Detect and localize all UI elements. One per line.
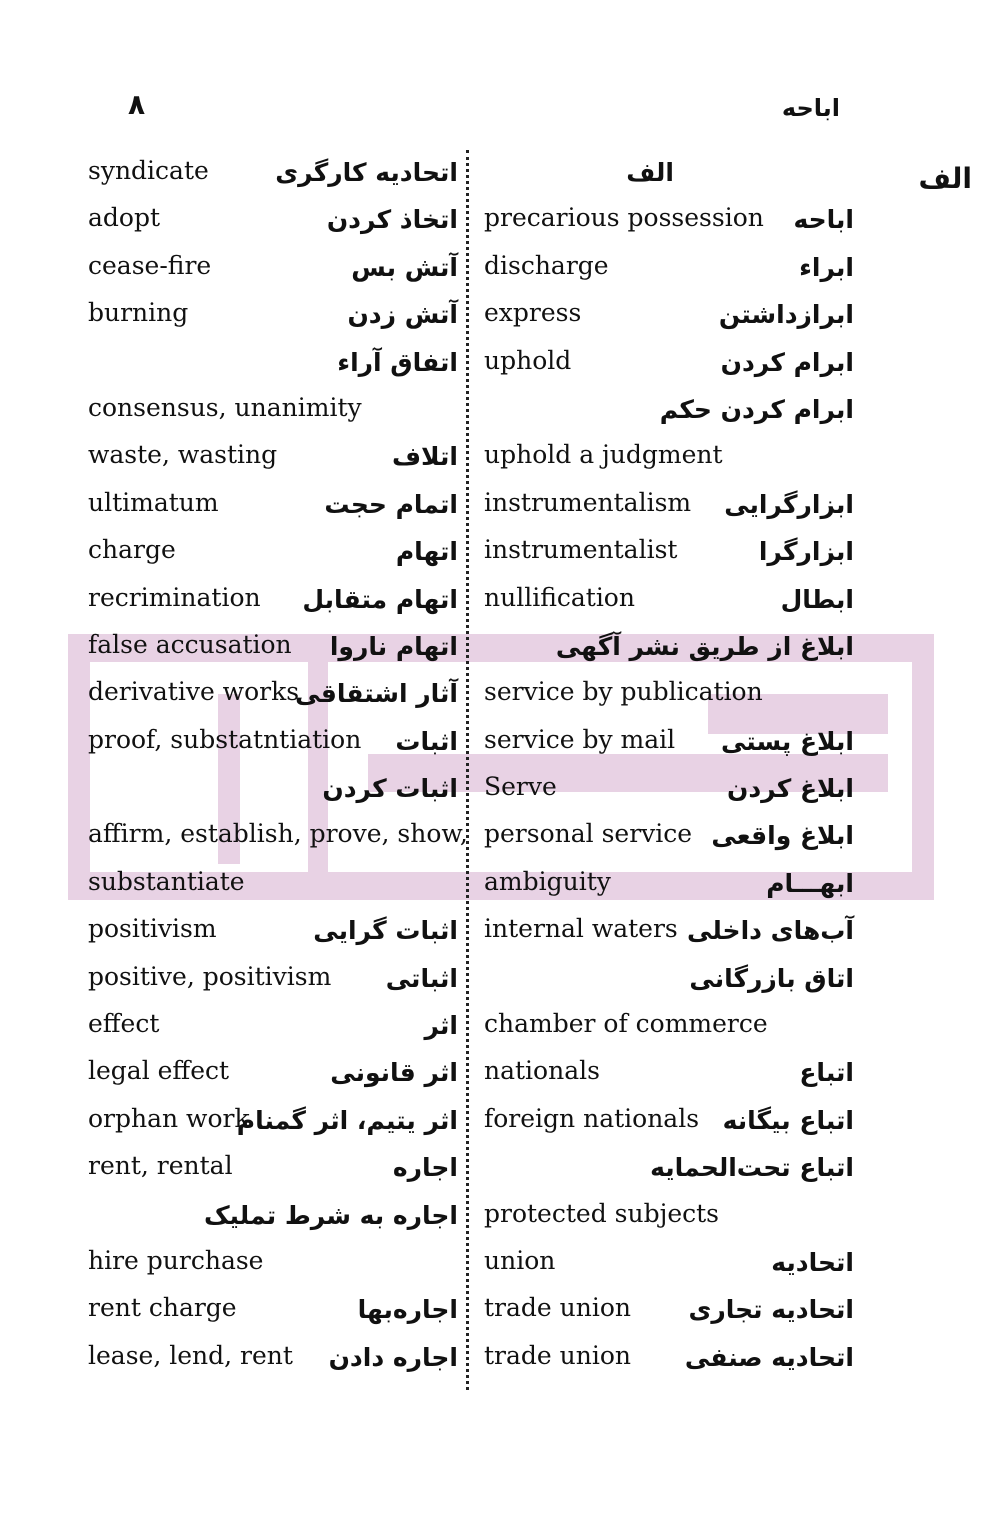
persian-term: ابلاغ کردن	[727, 774, 854, 804]
english-term: legal effect	[88, 1056, 230, 1086]
persian-term: اتهام	[395, 537, 458, 567]
persian-term: آثار اشتقاقی	[295, 679, 458, 709]
persian-term: آتش بس	[351, 252, 458, 282]
dictionary-entry	[88, 245, 458, 292]
persian-term: اتمام حجت	[324, 489, 458, 519]
dictionary-entry	[88, 766, 458, 813]
persian-term: اتباع تحت‌الحمایه	[650, 1153, 854, 1183]
persian-term: اثر قانونی	[330, 1058, 458, 1088]
dictionary-entry	[88, 908, 458, 955]
english-term: false accusation	[88, 629, 292, 659]
dictionary-entry	[88, 813, 468, 860]
english-term: positivism	[88, 914, 217, 944]
dictionary-entry	[484, 624, 854, 671]
english-term: discharge	[484, 250, 609, 280]
right-column	[484, 150, 854, 1382]
dictionary-entry	[88, 529, 458, 576]
dictionary-entry	[484, 434, 854, 481]
persian-term: ابهـــام	[766, 868, 854, 898]
dictionary-entry	[88, 1098, 458, 1145]
dictionary-entry	[88, 150, 458, 197]
english-term: derivative works	[88, 677, 300, 707]
english-term: protected subjects	[484, 1198, 719, 1228]
dictionary-entry	[484, 861, 854, 908]
persian-term: اجاره	[392, 1153, 458, 1183]
persian-term: ابرام کردن حکم	[659, 394, 854, 424]
persian-term: اتحادیه صنفی	[684, 1342, 854, 1372]
persian-term: اتحادیه کارگری	[275, 158, 458, 187]
english-term: effect	[88, 1009, 160, 1039]
dictionary-entry	[484, 1335, 854, 1382]
persian-term: آتش زدن	[347, 300, 458, 330]
dictionary-entry	[484, 1145, 854, 1192]
page-number: ۸	[128, 88, 146, 121]
persian-term: ابلاغ واقعی	[711, 821, 854, 851]
english-term: lease, lend, rent	[88, 1340, 293, 1370]
persian-term: ابزارگرا	[758, 537, 854, 567]
english-term: burning	[88, 298, 189, 328]
dictionary-entry	[484, 387, 854, 434]
persian-term: اتهام متقابل	[302, 584, 458, 614]
dictionary-entry	[88, 1050, 458, 1097]
dictionary-entry	[484, 1098, 854, 1145]
dictionary-entry	[88, 719, 458, 766]
english-term: trade union	[484, 1293, 631, 1323]
dictionary-entry	[88, 861, 458, 908]
running-head: اباحه	[781, 94, 840, 122]
persian-term: اجاره به شرط تملیک	[203, 1200, 458, 1230]
persian-term: اثر یتیم، اثر گمنام	[236, 1105, 458, 1135]
english-term: service by publication	[484, 677, 763, 707]
english-term: ambiguity	[484, 866, 611, 896]
dictionary-entry	[484, 1240, 854, 1287]
english-term: foreign nationals	[484, 1103, 700, 1133]
dictionary-entry	[484, 813, 854, 860]
dictionary-entry	[484, 1287, 854, 1334]
dictionary-entry	[484, 1193, 854, 1240]
dictionary-entry	[88, 1335, 458, 1382]
dictionary-entry	[88, 1193, 458, 1240]
dictionary-entry	[88, 671, 458, 718]
persian-term: ابرام کردن	[720, 347, 854, 377]
dictionary-entry	[484, 1003, 854, 1050]
persian-term: اجاره دادن	[328, 1342, 458, 1372]
english-term: consensus, unanimity	[88, 392, 362, 422]
dictionary-entry	[484, 719, 854, 766]
persian-term: اتلاف	[392, 442, 458, 472]
english-term: precarious possession	[484, 203, 764, 233]
persian-term: اثباتی	[385, 963, 458, 993]
persian-term: اتفاق آراء	[337, 347, 458, 377]
persian-term: ابرازداشتن	[718, 300, 854, 330]
english-term: syndicate	[88, 156, 209, 185]
persian-term: ابطال	[780, 584, 854, 614]
english-term: rent charge	[88, 1293, 237, 1323]
persian-term: آب‌های داخلی	[687, 916, 854, 946]
persian-term: اتاق بازرگانی	[689, 963, 854, 993]
dictionary-entry	[88, 1003, 458, 1050]
dictionary-entry	[484, 292, 854, 339]
english-term: rent, rental	[88, 1151, 233, 1181]
dictionary-entry	[484, 340, 854, 387]
left-column	[88, 150, 468, 1382]
dictionary-entry	[88, 482, 458, 529]
dictionary-entry	[88, 434, 458, 481]
english-term: orphan work	[88, 1103, 250, 1133]
dictionary-entry	[88, 624, 458, 671]
dictionary-entry	[88, 387, 458, 434]
english-term: internal waters	[484, 914, 678, 944]
persian-term: اتحادیه تجاری	[688, 1295, 854, 1325]
dictionary-entry	[88, 292, 458, 339]
dictionary-entry	[88, 1145, 458, 1192]
english-term: instrumentalist	[484, 535, 678, 565]
persian-term: اثبات گرایی	[313, 916, 458, 946]
english-term: Serve	[484, 772, 557, 802]
english-term: nationals	[484, 1056, 600, 1086]
dictionary-entry	[484, 529, 854, 576]
english-term: express	[484, 298, 582, 328]
english-term: nullification	[484, 582, 635, 612]
english-term: service by mail	[484, 724, 676, 754]
dictionary-entry	[484, 245, 854, 292]
letter-tab: الف	[918, 162, 972, 195]
persian-term: اجاره‌بها	[357, 1295, 458, 1325]
english-term: positive, positivism	[88, 961, 332, 991]
column-divider	[466, 150, 469, 1390]
persian-term: اتخاذ کردن	[326, 205, 458, 235]
persian-term: ابراء	[799, 252, 854, 282]
english-term: waste, wasting	[88, 440, 278, 470]
english-term: ultimatum	[88, 487, 219, 517]
persian-term: اثر	[424, 1011, 458, 1041]
persian-term: ابلاغ از طریق نشر آگهی	[555, 631, 854, 661]
english-term: cease-fire	[88, 250, 212, 280]
dictionary-entry	[484, 577, 854, 624]
persian-term: اتحادیه	[771, 1247, 854, 1277]
english-term: recrimination	[88, 582, 261, 612]
persian-term: اثبات کردن	[322, 774, 458, 804]
dictionary-entry	[484, 956, 854, 1003]
persian-term: ابزارگرایی	[724, 489, 854, 519]
dictionary-entry	[88, 956, 458, 1003]
dictionary-entry	[88, 340, 458, 387]
dictionary-entry	[484, 671, 854, 718]
english-term: affirm, establish, prove, show,	[88, 819, 468, 849]
dictionary-entry	[88, 1240, 458, 1287]
persian-term: ابلاغ پستی	[720, 726, 854, 756]
english-term: trade union	[484, 1340, 631, 1370]
persian-term: الف	[626, 158, 674, 187]
dictionary-entry	[484, 1050, 854, 1097]
persian-term: اتباع	[799, 1058, 854, 1088]
dictionary-entry	[484, 150, 854, 197]
english-term: chamber of commerce	[484, 1009, 768, 1039]
persian-term: اثبات	[395, 726, 458, 756]
english-term: instrumentalism	[484, 487, 692, 517]
english-term: adopt	[88, 203, 161, 233]
english-term: charge	[88, 535, 176, 565]
english-term: uphold	[484, 345, 572, 375]
dictionary-entry	[484, 197, 854, 244]
english-term: union	[484, 1245, 556, 1275]
english-term: hire purchase	[88, 1245, 264, 1275]
persian-term: اباحه	[793, 205, 854, 235]
persian-term: اتباع بیگانه	[722, 1105, 854, 1135]
english-term: uphold a judgment	[484, 440, 723, 470]
dictionary-entry	[484, 482, 854, 529]
english-term: personal service	[484, 819, 693, 849]
dictionary-entry	[484, 766, 854, 813]
dictionary-entry	[88, 577, 458, 624]
dictionary-entry	[88, 197, 458, 244]
english-term: substantiate	[88, 866, 245, 896]
english-term: proof, substatntiation	[88, 724, 362, 754]
persian-term: اتهام ناروا	[329, 631, 458, 661]
dictionary-entry	[88, 1287, 458, 1334]
dictionary-entry	[484, 908, 854, 955]
